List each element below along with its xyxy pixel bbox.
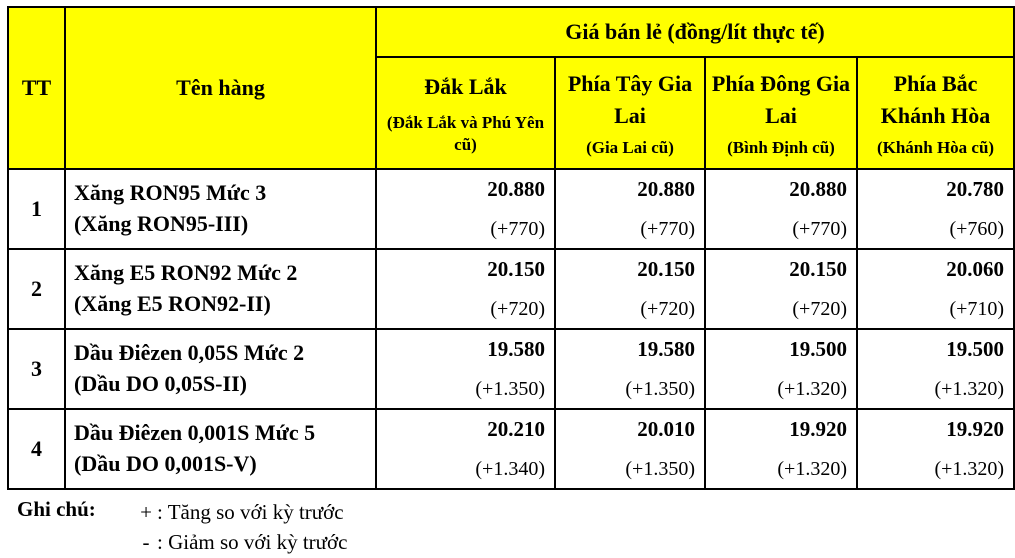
region-subtitle: (Đắk Lắk và Phú Yên cũ) bbox=[386, 113, 545, 154]
price-delta: (+720) bbox=[792, 298, 847, 320]
region-subtitle: (Khánh Hòa cũ) bbox=[876, 138, 995, 158]
legend-line-decrease bbox=[135, 527, 348, 557]
minus-sign: - bbox=[142, 530, 150, 554]
table-row bbox=[8, 409, 1014, 489]
product-name-cell bbox=[65, 409, 376, 489]
price-delta: (+760) bbox=[949, 218, 1005, 240]
legend-label: Ghi chú: bbox=[17, 497, 96, 521]
price-cell bbox=[857, 329, 1014, 409]
price-value: 19.920 bbox=[946, 417, 1005, 441]
fuel-price-table bbox=[7, 6, 1015, 490]
plus-sign: + bbox=[140, 500, 152, 524]
header-cell-region-east-gialai bbox=[705, 57, 857, 169]
header-cell-region-west-gialai bbox=[555, 57, 705, 169]
price-value: 20.780 bbox=[946, 177, 1005, 201]
header-cell-region-north-khanhhoa bbox=[857, 57, 1014, 169]
price-value: 20.880 bbox=[789, 177, 847, 201]
price-delta: (+770) bbox=[792, 218, 847, 240]
price-value: 20.060 bbox=[946, 257, 1005, 281]
product-name: Dầu Điêzen 0,05S Mức 2 bbox=[74, 340, 305, 366]
price-value: 19.580 bbox=[487, 337, 545, 361]
price-delta: (+720) bbox=[640, 298, 695, 320]
price-delta: (+1.320) bbox=[777, 458, 847, 480]
price-cell bbox=[857, 409, 1014, 489]
table-row bbox=[8, 169, 1014, 249]
product-name-cell bbox=[65, 329, 376, 409]
price-cell bbox=[705, 409, 857, 489]
price-cell bbox=[376, 169, 555, 249]
row-number-cell: 1 bbox=[8, 169, 65, 249]
price-delta: (+1.320) bbox=[777, 378, 847, 400]
product-name-cell bbox=[65, 169, 376, 249]
price-value: 19.500 bbox=[789, 337, 847, 361]
price-delta: (+720) bbox=[490, 298, 545, 320]
price-cell bbox=[555, 409, 705, 489]
price-cell bbox=[555, 329, 705, 409]
price-cell bbox=[376, 329, 555, 409]
price-value: 20.150 bbox=[487, 257, 545, 281]
header-row-group bbox=[8, 7, 1014, 57]
price-cell bbox=[555, 249, 705, 329]
product-alt-name: (Dầu DO 0,001S-V) bbox=[74, 451, 257, 476]
region-subtitle: (Bình Định cũ) bbox=[727, 138, 835, 158]
price-delta: (+1.320) bbox=[934, 378, 1005, 400]
price-value: 19.580 bbox=[637, 337, 695, 361]
price-cell bbox=[705, 249, 857, 329]
row-number-cell: 4 bbox=[8, 409, 65, 489]
price-delta: (+770) bbox=[490, 218, 545, 240]
price-value: 19.500 bbox=[946, 337, 1005, 361]
region-subtitle: (Gia Lai cũ) bbox=[586, 138, 674, 158]
region-title: Phía Bắc Khánh Hòa bbox=[880, 70, 991, 128]
header-cell-tt: TT bbox=[8, 7, 65, 169]
product-alt-name: (Xăng E5 RON92-II) bbox=[74, 291, 271, 316]
price-value: 20.880 bbox=[637, 177, 695, 201]
header-cell-retail-price-group: Giá bán lẻ (đồng/lít thực tế) bbox=[376, 7, 1014, 57]
region-title: Đắk Lắk bbox=[424, 74, 507, 100]
header-cell-region-daklak bbox=[376, 57, 555, 169]
price-value: 20.150 bbox=[637, 257, 695, 281]
product-name: Dầu Điêzen 0,001S Mức 5 bbox=[74, 420, 316, 446]
product-alt-name: (Xăng RON95-III) bbox=[74, 211, 249, 236]
price-value: 20.210 bbox=[487, 417, 545, 441]
legend bbox=[17, 497, 1013, 557]
product-name: Xăng RON95 Mức 3 bbox=[74, 180, 267, 206]
price-cell bbox=[555, 169, 705, 249]
price-delta: (+770) bbox=[640, 218, 695, 240]
price-value: 20.880 bbox=[487, 177, 545, 201]
price-delta: (+1.350) bbox=[625, 378, 695, 400]
price-cell bbox=[857, 169, 1014, 249]
product-alt-name: (Dầu DO 0,05S-II) bbox=[74, 371, 247, 396]
price-cell bbox=[705, 329, 857, 409]
price-value: 20.150 bbox=[789, 257, 847, 281]
row-number-cell: 3 bbox=[8, 329, 65, 409]
legend-text: : Giảm so với kỳ trước bbox=[157, 530, 348, 554]
region-title: Phía Đông Gia Lai bbox=[711, 70, 851, 128]
price-value: 20.010 bbox=[637, 417, 695, 441]
price-delta: (+1.350) bbox=[475, 378, 545, 400]
price-delta: (+1.320) bbox=[934, 458, 1005, 480]
legend-line-increase bbox=[135, 497, 348, 527]
price-delta: (+710) bbox=[949, 298, 1005, 320]
price-delta: (+1.350) bbox=[625, 458, 695, 480]
row-number-cell: 2 bbox=[8, 249, 65, 329]
price-cell bbox=[857, 249, 1014, 329]
product-name: Xăng E5 RON92 Mức 2 bbox=[74, 260, 298, 286]
price-delta: (+1.340) bbox=[475, 458, 545, 480]
product-name-cell bbox=[65, 249, 376, 329]
table-row bbox=[8, 249, 1014, 329]
legend-text: : Tăng so với kỳ trước bbox=[157, 500, 344, 524]
header-cell-product: Tên hàng bbox=[65, 7, 376, 169]
region-title: Phía Tây Gia Lai bbox=[567, 70, 693, 128]
price-cell bbox=[705, 169, 857, 249]
table-row bbox=[8, 329, 1014, 409]
price-value: 19.920 bbox=[789, 417, 847, 441]
price-cell bbox=[376, 409, 555, 489]
price-cell bbox=[376, 249, 555, 329]
